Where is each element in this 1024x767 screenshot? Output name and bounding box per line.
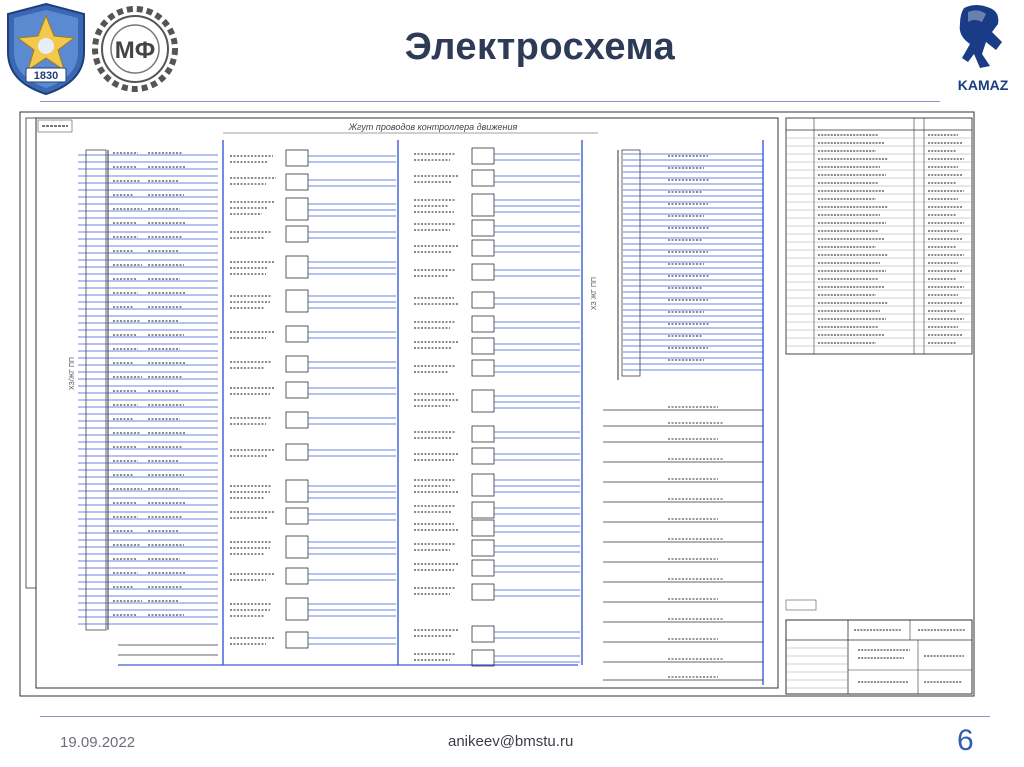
harness-title: Жгут проводов контроллера движения [348, 122, 518, 132]
kamaz-horse-icon [946, 2, 1020, 94]
svg-text:ХЗ/ЖГ ПП: ХЗ/ЖГ ПП [69, 357, 76, 390]
electrical-schematic [18, 110, 976, 698]
kamaz-wordmark: KAMAZ [957, 77, 1009, 93]
bmstu-year: 1830 [33, 70, 59, 82]
bmstu-emblem-icon [4, 2, 88, 96]
mf-emblem-icon [92, 6, 178, 92]
bottom-divider [40, 716, 990, 717]
page-number: 6 [957, 724, 974, 757]
top-divider [40, 101, 940, 102]
svg-text:ХЗ ЖГ ПП: ХЗ ЖГ ПП [591, 277, 598, 310]
footer-date: 19.09.2022 [60, 734, 136, 751]
footer-email: anikeev@bmstu.ru [448, 733, 574, 750]
mf-monogram: МФ [114, 37, 156, 64]
slide-title: Электросхема [404, 26, 676, 68]
